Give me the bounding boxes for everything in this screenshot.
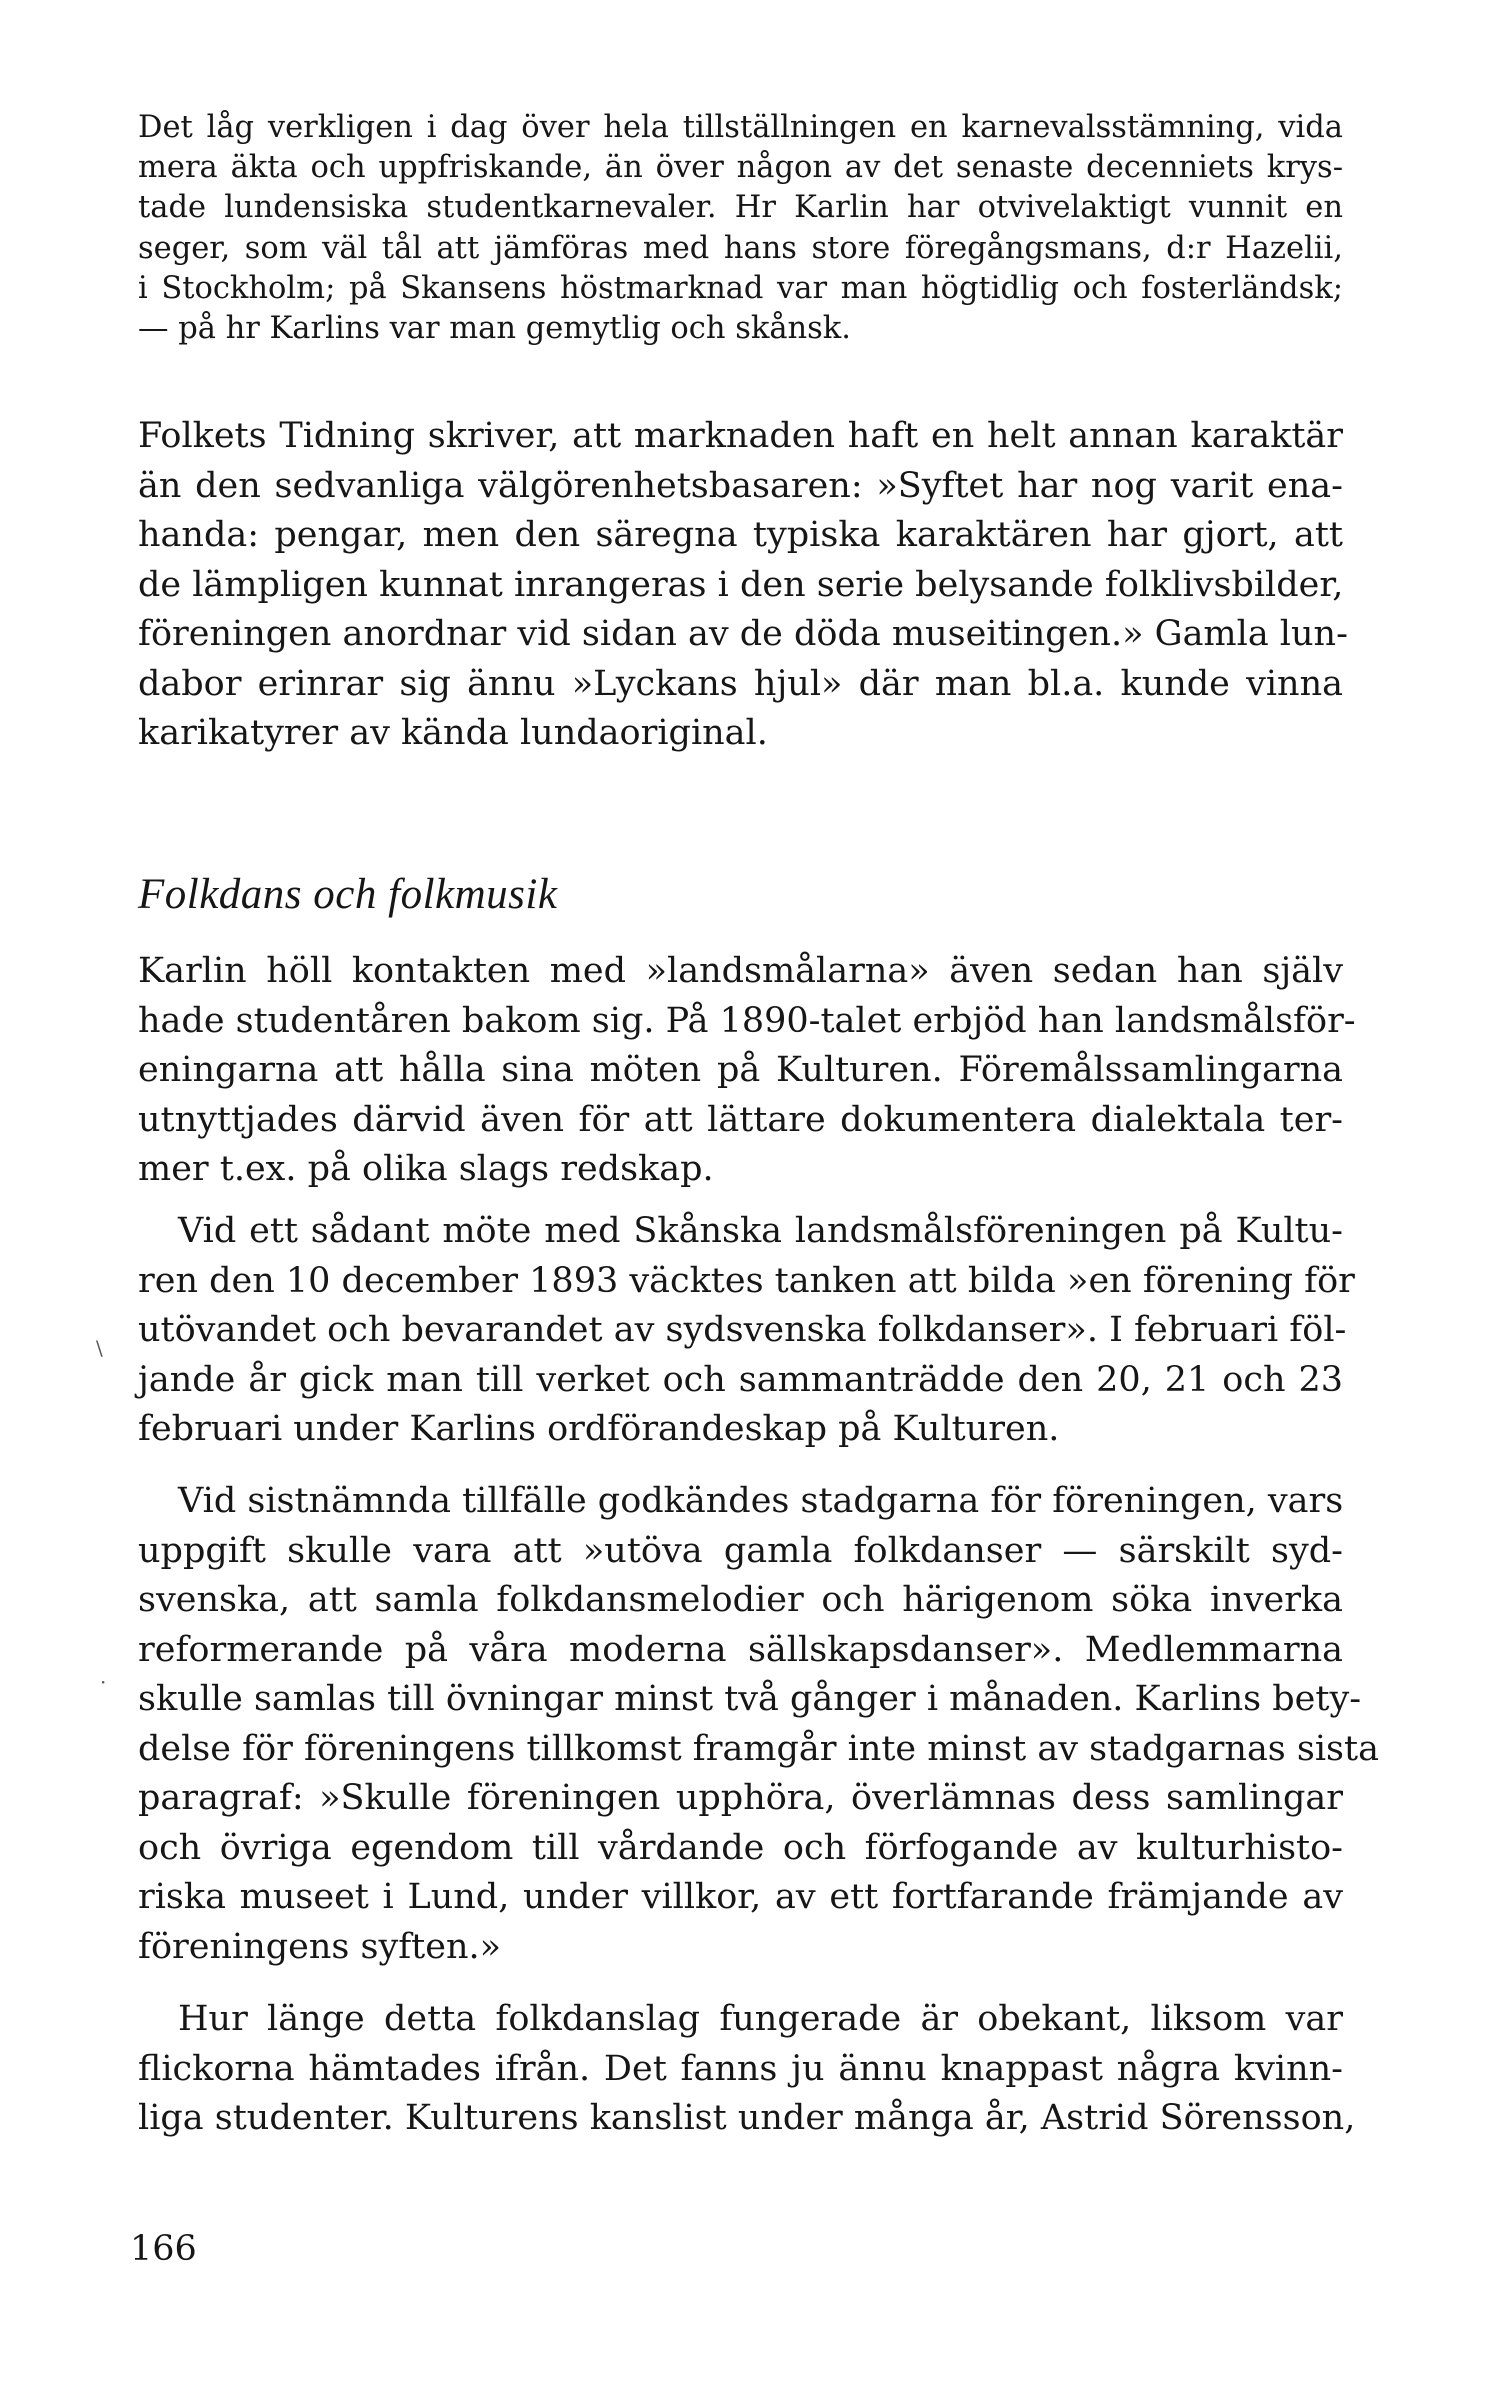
- text-line: Hur länge detta folkdanslag fungerade är obekant, liksom var: [178, 1999, 1343, 2039]
- text-line: liga studenter. Kulturens kanslist under många år, Astrid Sörensson,: [138, 2098, 1356, 2138]
- paragraph-folkdanslag: [138, 1995, 1356, 2144]
- paragraph-karlin-kontakten: [138, 947, 1356, 1195]
- text-line: utövandet och bevarandet av sydsvenska folkdanser». I februari föl-: [138, 1310, 1347, 1350]
- text-line: än den sedvanliga välgörenhetsbasaren: »Syftet har nog varit ena-: [138, 465, 1343, 506]
- quote-line: — på hr Karlins var man gemytlig och skånsk.: [138, 311, 851, 347]
- text-line: hade studentåren bakom sig. På 1890-talet erbjöd han landsmålsför-: [138, 1000, 1356, 1041]
- quote-line: seger, som väl tål att jämföras med hans store föregångsmans, d:r Hazelii,: [138, 230, 1343, 266]
- quote-line: i Stockholm; på Skansens höstmarknad var man högtidlig och fosterländsk;: [138, 270, 1343, 306]
- margin-mark: \: [96, 1336, 103, 1360]
- text-line: Vid sistnämnda tillfälle godkändes stadgarna för föreningen, vars: [178, 1481, 1344, 1521]
- text-line: riska museet i Lund, under villkor, av ett fortfarande främjande av: [138, 1877, 1343, 1917]
- page-number: 166: [130, 2229, 197, 2269]
- text-line: karikatyrer av kända lundaoriginal.: [138, 713, 768, 753]
- quote-line: tade lundensiska studentkarnevaler. Hr Karlin har otvivelaktigt vunnit en: [138, 190, 1343, 226]
- text-line: svenska, att samla folkdansmelodier och härigenom söka inverka: [138, 1580, 1343, 1620]
- text-line: Folkets Tidning skriver, att marknaden haft en helt annan karaktär: [138, 416, 1343, 456]
- text-line: skulle samlas till övningar minst två gånger i månaden. Karlins bety-: [138, 1679, 1362, 1719]
- text-line: flickorna hämtades ifrån. Det fanns ju ännu knappast några kvinn-: [138, 2048, 1343, 2089]
- paragraph-stadgarna: [138, 1477, 1379, 1972]
- text-line: föreningens syften.»: [138, 1926, 502, 1967]
- text-line: jande år gick man till verket och sammanträdde den 20, 21 och 23: [138, 1359, 1343, 1400]
- text-line: paragraf: »Skulle föreningen upphöra, överlämnas dess samlingar: [138, 1778, 1343, 1818]
- text-line: dabor erinrar sig ännu »Lyckans hjul» där man bl.a. kunde vinna: [138, 663, 1343, 704]
- text-line: reformerande på våra moderna sällskapsdanser». Medlemmarna: [138, 1629, 1343, 1670]
- text-line: de lämpligen kunnat inrangeras i den serie belysande folklivsbilder,: [138, 564, 1344, 605]
- paragraph-mote-1893: [138, 1207, 1355, 1455]
- text-line: februari under Karlins ordförandeskap på Kulturen.: [138, 1409, 1060, 1449]
- text-line: mer t.ex. på olika slags redskap.: [138, 1149, 714, 1189]
- text-line: uppgift skulle vara att »utöva gamla folkdanser — särskilt syd-: [138, 1530, 1343, 1571]
- quoted-passage: [138, 108, 1343, 349]
- text-line: Karlin höll kontakten med »landsmålarna» även sedan han själv: [138, 951, 1343, 991]
- text-line: och övriga egendom till vårdande och förfogande av kulturhisto-: [138, 1827, 1343, 1868]
- text-line: föreningen anordnar vid sidan av de döda museitingen.» Gamla lun-: [138, 614, 1348, 654]
- text-line: utnyttjades därvid även för att lättare dokumentera dialektala ter-: [138, 1099, 1343, 1140]
- section-heading: Folkdans och folkmusik: [138, 871, 558, 918]
- text-line: Vid ett sådant möte med Skånska landsmålsföreningen på Kultu-: [178, 1211, 1343, 1251]
- text-line: eningarna att hålla sina möten på Kulturen. Föremålssamlingarna: [138, 1050, 1343, 1090]
- text-line: ren den 10 december 1893 väcktes tanken att bilda »en förening för: [138, 1260, 1355, 1301]
- text-line: handa: pengar, men den säregna typiska karaktären har gjort, att: [138, 515, 1343, 555]
- margin-mark: ·: [100, 1670, 107, 1694]
- quote-line: Det låg verkligen i dag över hela tillställningen en karnevalsstämning, vida: [138, 110, 1343, 145]
- text-line: delse för föreningens tillkomst framgår inte minst av stadgarnas sista: [138, 1728, 1379, 1769]
- paragraph-folkets-tidning: [138, 412, 1348, 759]
- quote-line: mera äkta och uppfriskande, än över någon av det senaste decenniets krys-: [138, 150, 1343, 186]
